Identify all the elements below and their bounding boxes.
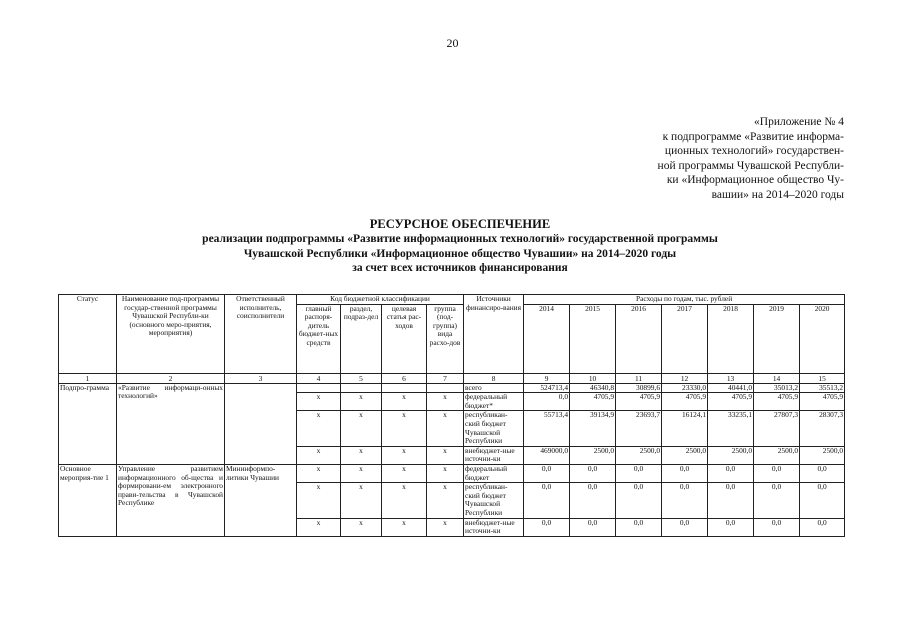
- code-cell: х: [427, 446, 464, 464]
- header-status: Статус: [59, 295, 117, 374]
- value-cell: 4705,9: [616, 393, 662, 411]
- header-section: раздел, подраз-дел: [341, 304, 382, 373]
- executor-cell: Мининформпо-литики Чувашии: [225, 464, 297, 536]
- header-year: 2015: [570, 304, 616, 373]
- value-cell: 0,0: [754, 483, 800, 518]
- code-cell: х: [297, 393, 341, 411]
- value-cell: 0,0: [708, 464, 754, 482]
- column-number: 12: [662, 373, 708, 383]
- code-cell: х: [427, 464, 464, 482]
- status-cell: Основное мероприя-тие 1: [59, 464, 117, 536]
- value-cell: 33235,1: [708, 411, 754, 446]
- column-number: 9: [524, 373, 570, 383]
- header-year: 2020: [800, 304, 845, 373]
- value-cell: 4705,9: [800, 393, 845, 411]
- header-year: 2017: [662, 304, 708, 373]
- document-title: РЕСУРСНОЕ ОБЕСПЕЧЕНИЕ: [369, 217, 551, 231]
- appendix-line: вашии» на 2014–2020 годы: [711, 188, 844, 201]
- code-cell: х: [382, 393, 427, 411]
- heading-line: реализации подпрограммы «Развитие информационных технологий» государственной программы: [202, 233, 718, 245]
- code-cell: х: [297, 518, 341, 536]
- source-cell: республикан-ский бюджет Чувашской Республики: [464, 483, 524, 518]
- value-cell: 0,0: [524, 483, 570, 518]
- header-main-admin: главный распоря-дитель бюджет-ных средств: [297, 304, 341, 373]
- value-cell: 16124,1: [662, 411, 708, 446]
- value-cell: 2500,0: [662, 446, 708, 464]
- value-cell: 2500,0: [708, 446, 754, 464]
- column-number: 14: [754, 373, 800, 383]
- value-cell: 0,0: [754, 518, 800, 536]
- value-cell: 46340,8: [570, 383, 616, 393]
- column-number: 2: [117, 373, 225, 383]
- value-cell: 35013,2: [754, 383, 800, 393]
- value-cell: 0,0: [524, 464, 570, 482]
- value-cell: 4705,9: [754, 393, 800, 411]
- resource-table: [58, 294, 845, 537]
- code-cell: х: [297, 411, 341, 446]
- code-cell: х: [341, 411, 382, 446]
- value-cell: 0,0: [524, 393, 570, 411]
- executor-cell: [225, 383, 297, 464]
- source-cell: федеральный бюджет*: [464, 393, 524, 411]
- header-year: 2019: [754, 304, 800, 373]
- source-cell: республикан-ский бюджет Чувашской Республики: [464, 411, 524, 446]
- value-cell: 55713,4: [524, 411, 570, 446]
- value-cell: 0,0: [570, 464, 616, 482]
- column-number: 10: [570, 373, 616, 383]
- heading-line: Чувашской Республики «Информационное общество Чувашии» на 2014–2020 годы: [243, 247, 677, 260]
- code-cell: х: [297, 446, 341, 464]
- value-cell: 4705,9: [570, 393, 616, 411]
- column-number: 3: [225, 373, 297, 383]
- code-cell: х: [297, 483, 341, 518]
- value-cell: 28307,3: [800, 411, 845, 446]
- code-cell: [382, 383, 427, 393]
- code-cell: х: [427, 518, 464, 536]
- value-cell: 0,0: [800, 483, 845, 518]
- value-cell: 0,0: [570, 518, 616, 536]
- code-cell: х: [382, 464, 427, 482]
- value-cell: 0,0: [708, 483, 754, 518]
- code-cell: х: [427, 411, 464, 446]
- code-cell: х: [382, 483, 427, 518]
- header-name: Наименование под-программы государ-ственной программы Чувашской Республи-ки (основного меро-приятия, мероприятия): [117, 295, 225, 374]
- code-cell: х: [341, 464, 382, 482]
- code-cell: х: [341, 446, 382, 464]
- code-cell: [427, 383, 464, 393]
- header-expenses: Расходы по годам, тыс. рублей: [524, 295, 845, 305]
- header-year: 2016: [616, 304, 662, 373]
- value-cell: 0,0: [616, 518, 662, 536]
- code-cell: х: [427, 393, 464, 411]
- code-cell: х: [341, 483, 382, 518]
- value-cell: 39134,9: [570, 411, 616, 446]
- source-cell: всего: [464, 383, 524, 393]
- appendix-line: ки «Информационное общество Чу-: [666, 174, 844, 186]
- code-cell: [341, 383, 382, 393]
- source-cell: федеральный бюджет: [464, 464, 524, 482]
- code-cell: х: [427, 483, 464, 518]
- appendix-line: к подпрограмме «Развитие информа-: [662, 130, 844, 143]
- code-cell: х: [382, 411, 427, 446]
- column-number: 11: [616, 373, 662, 383]
- value-cell: 2500,0: [754, 446, 800, 464]
- value-cell: 2500,0: [616, 446, 662, 464]
- value-cell: 0,0: [662, 464, 708, 482]
- header-group: группа (под-группа) вида расхо-дов: [427, 304, 464, 373]
- value-cell: 0,0: [616, 483, 662, 518]
- column-number: 6: [382, 373, 427, 383]
- heading-line: за счет всех источников финансирования: [352, 262, 568, 274]
- header-sources: Источники финансиро-вания: [464, 295, 524, 374]
- appendix-line: ной программы Чувашской Республи-: [657, 159, 844, 172]
- value-cell: 4705,9: [708, 393, 754, 411]
- column-number: 15: [800, 373, 845, 383]
- value-cell: 23693,7: [616, 411, 662, 446]
- page-number: 20: [446, 36, 459, 50]
- value-cell: 0,0: [524, 518, 570, 536]
- document-heading: [60, 217, 860, 276]
- column-number: 7: [427, 373, 464, 383]
- column-number: 5: [341, 373, 382, 383]
- status-cell: Подпро-грамма: [59, 383, 117, 464]
- code-cell: х: [382, 446, 427, 464]
- value-cell: 2500,0: [800, 446, 845, 464]
- code-cell: х: [382, 518, 427, 536]
- source-cell: внебюджет-ные источни-ки: [464, 518, 524, 536]
- column-number: 8: [464, 373, 524, 383]
- column-number: 4: [297, 373, 341, 383]
- value-cell: 0,0: [616, 464, 662, 482]
- value-cell: 23330,0: [662, 383, 708, 393]
- table-row: [59, 464, 845, 482]
- value-cell: 2500,0: [570, 446, 616, 464]
- header-year: 2014: [524, 304, 570, 373]
- value-cell: 27807,3: [754, 411, 800, 446]
- value-cell: 0,0: [662, 483, 708, 518]
- header-year: 2018: [708, 304, 754, 373]
- column-number: 1: [59, 373, 117, 383]
- value-cell: 0,0: [800, 464, 845, 482]
- header-target: целевая статья рас-ходов: [382, 304, 427, 373]
- value-cell: 0,0: [570, 483, 616, 518]
- value-cell: 4705,9: [662, 393, 708, 411]
- appendix-line: «Приложение № 4: [754, 116, 844, 128]
- source-cell: внебюджет-ные источни-ки: [464, 446, 524, 464]
- table-row: [59, 383, 845, 393]
- code-cell: х: [341, 518, 382, 536]
- value-cell: 524713,4: [524, 383, 570, 393]
- column-number: 13: [708, 373, 754, 383]
- name-cell: Управление развитием информационного об-щества и формировани-ем электронного прави-тельства в Чувашской Республике: [117, 464, 225, 536]
- header-row: [59, 295, 845, 305]
- header-executor: Ответственный исполнитель, соисполнители: [225, 295, 297, 374]
- name-cell: «Развитие информаци-онных технологий»: [117, 383, 225, 464]
- value-cell: 35513,2: [800, 383, 845, 393]
- code-cell: х: [341, 393, 382, 411]
- appendix-note: [598, 115, 844, 202]
- appendix-line: ционных технологий» государствен-: [664, 145, 844, 157]
- value-cell: 30899,6: [616, 383, 662, 393]
- value-cell: 0,0: [708, 518, 754, 536]
- value-cell: 40441,0: [708, 383, 754, 393]
- value-cell: 0,0: [800, 518, 845, 536]
- code-cell: [297, 383, 341, 393]
- value-cell: 0,0: [754, 464, 800, 482]
- code-cell: х: [297, 464, 341, 482]
- value-cell: 0,0: [662, 518, 708, 536]
- header-budget-code: Код бюджетной классификации: [297, 295, 464, 305]
- value-cell: 469000,0: [524, 446, 570, 464]
- column-number-row: [59, 373, 845, 383]
